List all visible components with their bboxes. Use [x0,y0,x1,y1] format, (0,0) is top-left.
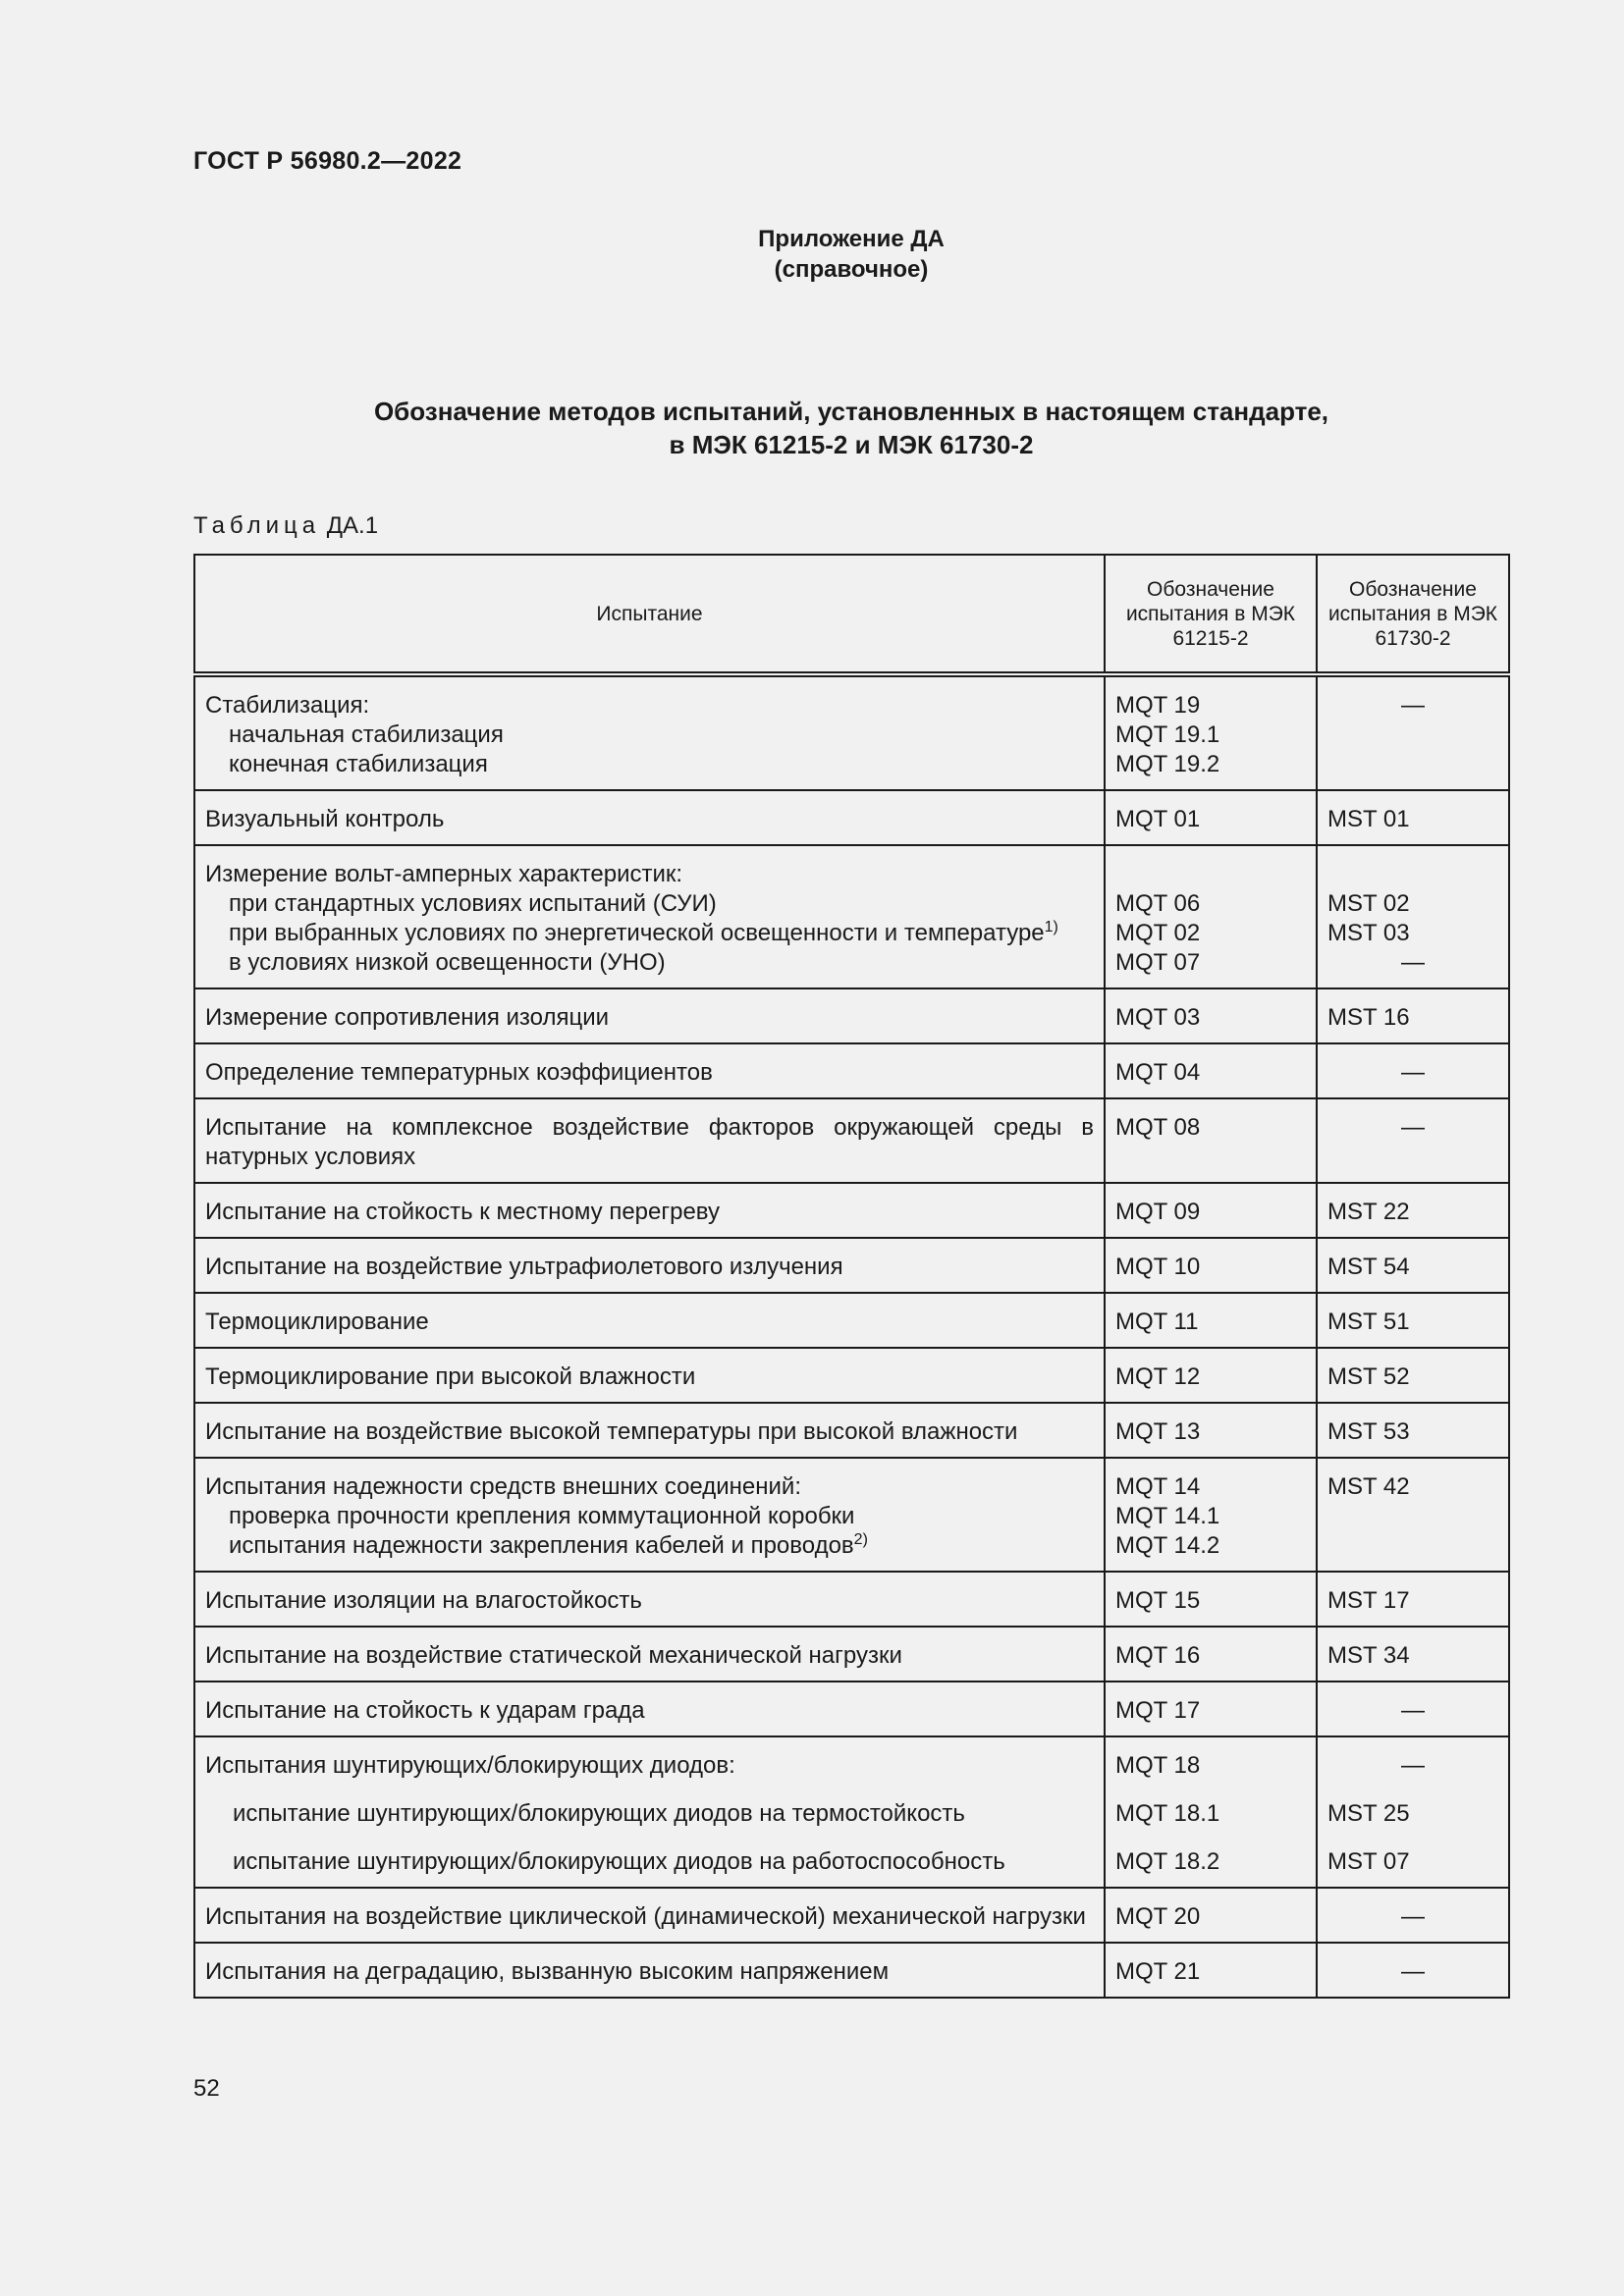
iec61730-cell [1317,674,1509,790]
table-caption-word: Таблица [193,512,321,539]
iec61730-cell [1317,1043,1509,1098]
test-code: MST 01 [1317,790,1509,845]
test-cell [194,845,1105,988]
test-name: Стабилизация: [205,692,370,719]
test-code: MQT 10 [1105,1238,1317,1293]
test-code: MQT 16 [1105,1627,1317,1682]
test-code: MQT 18.2 [1115,1848,1220,1875]
test-code: MQT 21 [1105,1943,1317,1998]
test-code: MST 34 [1317,1627,1509,1682]
test-name: Испытание на комплексное воздействие факторов окружающей среды в натурных условиях [194,1098,1105,1183]
test-code: MST 54 [1317,1238,1509,1293]
test-code: MQT 15 [1105,1572,1317,1627]
test-code: MQT 01 [1105,790,1317,845]
test-subitem: конечная стабилизация [229,751,488,777]
test-code: MST 02 [1327,890,1410,917]
iec61730-cell [1317,1682,1509,1736]
table-row [194,1043,1509,1098]
table-row [194,1943,1509,1998]
test-name: Измерение сопротивления изоляции [194,988,1105,1043]
test-code: MST 03 [1327,920,1410,946]
test-code: MQT 14 [1115,1473,1201,1500]
iec61215-cell [1105,674,1317,790]
table-row [194,1627,1509,1682]
table-caption [193,512,378,540]
annex-type: (справочное) [774,256,929,283]
standard-code: ГОСТ Р 56980.2—2022 [193,147,462,175]
test-name: Термоциклирование при высокой влажности [194,1348,1105,1403]
test-code: MQT 09 [1105,1183,1317,1238]
test-name: Измерение вольт-амперных характеристик: [205,861,683,887]
test-code: MQT 19 [1115,692,1201,719]
table-row [194,1238,1509,1293]
iec61215-cell [1105,845,1317,988]
test-name: Термоциклирование [194,1293,1105,1348]
table-row [194,1403,1509,1458]
test-code: MQT 20 [1105,1888,1317,1943]
test-code: MQT 12 [1105,1348,1317,1403]
test-subitem: проверка прочности крепления коммутационной коробки [229,1503,855,1529]
test-code: — [1401,1903,1425,1930]
test-name: Испытание на воздействие статической механической нагрузки [194,1627,1105,1682]
test-code: — [1401,1752,1425,1779]
page-number: 52 [193,2075,220,2102]
test-code: MQT 08 [1105,1098,1317,1183]
test-name: Испытание на воздействие высокой температуры при высокой влажности [194,1403,1105,1458]
table-row [194,845,1509,988]
test-cell [194,674,1105,790]
table-row [194,1183,1509,1238]
iec61730-cell [1317,845,1509,988]
iec61215-cell [1105,1458,1317,1572]
test-code: MQT 18 [1115,1752,1201,1779]
test-name: Испытание на стойкость к местному перегреву [194,1183,1105,1238]
footnote-marker: 1) [1044,919,1058,935]
test-code: MQT 13 [1105,1403,1317,1458]
annex-heading [0,224,1624,285]
test-code: MQT 19.2 [1115,751,1220,777]
iec61730-cell [1317,1098,1509,1183]
test-code: MQT 19.1 [1115,721,1220,748]
test-name: Испытание на воздействие ультрафиолетового излучения [194,1238,1105,1293]
test-code: MST 42 [1317,1458,1509,1572]
document-title-line-1: Обозначение методов испытаний, установленных в настоящем стандарте, [373,397,1329,426]
test-name: Испытания надежности средств внешних соединений: [205,1473,801,1500]
test-code: MST 17 [1317,1572,1509,1627]
test-code: MST 22 [1317,1183,1509,1238]
test-name: Испытания на воздействие циклической (динамической) механической нагрузки [194,1888,1105,1943]
table-caption-id: ДА.1 [326,512,379,539]
test-subitem: испытание шунтирующих/блокирующих диодов на работоспособность [233,1848,1005,1875]
table-row [194,1736,1509,1888]
test-code: MST 53 [1317,1403,1509,1458]
table-row [194,1888,1509,1943]
test-code: MQT 02 [1115,920,1201,946]
test-code: — [1401,1697,1425,1724]
test-code: — [1401,1958,1425,1985]
test-subitem [205,919,1094,948]
header-iec61730: Обозначение испытания в МЭК 61730-2 [1317,555,1509,674]
test-code: — [1401,949,1425,976]
test-code: — [1401,1114,1425,1141]
test-name: Испытание изоляции на влагостойкость [194,1572,1105,1627]
test-code: MST 52 [1317,1348,1509,1403]
test-code: MQT 06 [1115,890,1201,917]
table-row [194,1572,1509,1627]
test-code: MST 25 [1327,1800,1410,1827]
iec61730-cell [1317,1736,1509,1888]
test-code: MQT 11 [1105,1293,1317,1348]
document-title [193,395,1509,461]
footnote-marker: 2) [853,1531,868,1548]
header-test: Испытание [194,555,1105,674]
iec61215-cell [1105,1736,1317,1888]
test-code: MST 16 [1317,988,1509,1043]
test-subitem: испытание шунтирующих/блокирующих диодов на термостойкость [233,1800,965,1827]
table-row [194,1682,1509,1736]
iec61730-cell [1317,1888,1509,1943]
table-row [194,1293,1509,1348]
test-code: — [1401,692,1425,719]
test-code: MST 51 [1317,1293,1509,1348]
test-name: Визуальный контроль [194,790,1105,845]
test-code: MQT 07 [1115,949,1201,976]
table-header-row [194,555,1509,674]
test-code: — [1401,1059,1425,1086]
table-row [194,1098,1509,1183]
header-iec61215: Обозначение испытания в МЭК 61215-2 [1105,555,1317,674]
test-name: Испытания шунтирующих/блокирующих диодов: [205,1752,735,1779]
test-subitem: в условиях низкой освещенности (УНО) [229,949,666,976]
test-cell [194,1736,1105,1888]
test-name: Определение температурных коэффициентов [194,1043,1105,1098]
test-name: Испытание на стойкость к ударам града [194,1682,1105,1736]
test-subitem-text: испытания надежности закрепления кабелей и проводов [229,1532,854,1559]
test-methods-table [193,554,1510,1999]
test-code: MST 07 [1327,1848,1410,1875]
test-subitem: при стандартных условиях испытаний (СУИ) [229,890,717,917]
test-code: MQT 04 [1105,1043,1317,1098]
test-subitem [205,1531,1094,1561]
annex-title: Приложение ДА [758,226,945,252]
test-subitem-text: при выбранных условиях по энергетической освещенности и температуре [229,920,1045,946]
test-code: MQT 14.1 [1115,1503,1220,1529]
test-code: MQT 03 [1105,988,1317,1043]
test-code: MQT 14.2 [1115,1532,1220,1559]
table-row [194,1458,1509,1572]
test-name: Испытания на деградацию, вызванную высоким напряжением [194,1943,1105,1998]
test-code: MQT 18.1 [1115,1800,1220,1827]
table-row [194,790,1509,845]
test-subitem: начальная стабилизация [229,721,504,748]
test-code: MQT 17 [1105,1682,1317,1736]
test-cell [194,1458,1105,1572]
table-row [194,988,1509,1043]
document-title-line-2: в МЭК 61215-2 и МЭК 61730-2 [669,430,1034,459]
table-row [194,674,1509,790]
table-row [194,1348,1509,1403]
iec61730-cell [1317,1943,1509,1998]
